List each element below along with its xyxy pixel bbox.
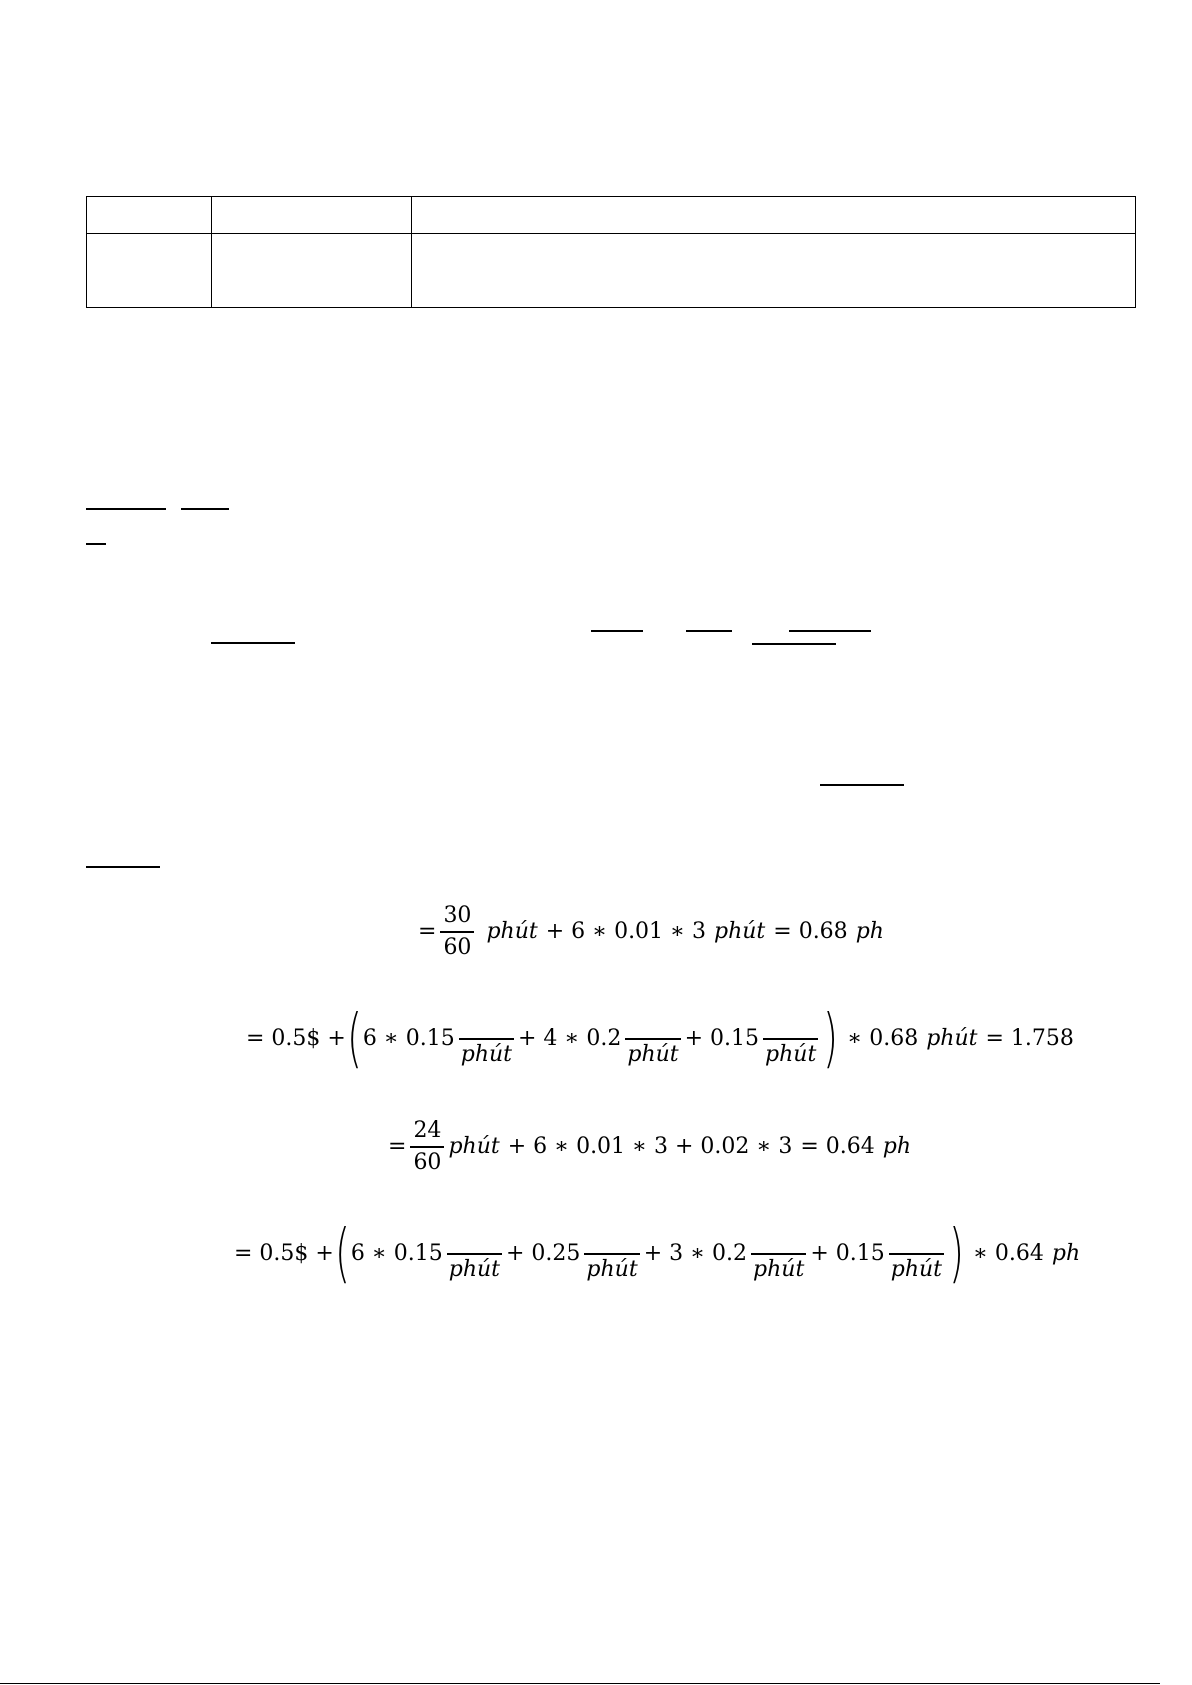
underline-fragment	[86, 543, 106, 545]
table-cell	[412, 234, 1136, 308]
close-paren: )	[823, 1002, 839, 1076]
fraction	[763, 1012, 818, 1066]
fraction	[584, 1227, 639, 1281]
fraction	[889, 1227, 944, 1281]
footer-rule	[0, 1683, 1160, 1684]
table-cell	[87, 234, 212, 308]
equals-sign: =	[388, 1134, 407, 1159]
table-cell	[412, 197, 1136, 234]
table-cell	[212, 197, 412, 234]
expression-text: + 0.15	[684, 1026, 760, 1051]
result-text: = 0.68	[773, 919, 848, 944]
expression-text: = 0.5$ +	[246, 1026, 346, 1051]
underline-fragment	[181, 508, 229, 510]
expression-text: + 0.15	[810, 1241, 885, 1266]
underline-fragment	[591, 630, 643, 632]
equation-2	[246, 1002, 1074, 1076]
open-paren: (	[334, 1217, 350, 1291]
result-text: = 1.758	[985, 1026, 1074, 1051]
underline-fragment	[752, 643, 836, 645]
underline-fragment	[789, 630, 871, 632]
fraction	[459, 1012, 514, 1066]
expression-text: 6 ∗ 0.15	[362, 1026, 455, 1051]
expression-text: + 0.25	[506, 1241, 581, 1266]
result-text: = 0.64	[800, 1134, 875, 1159]
header-table	[86, 196, 1136, 308]
unit-text: phút	[926, 1026, 978, 1051]
unit-text: phút	[448, 1134, 500, 1159]
unit-text: ph	[855, 919, 884, 944]
unit-text: phút	[714, 919, 766, 944]
table-cell	[212, 234, 412, 308]
expression-text: 6 ∗ 0.15	[350, 1241, 443, 1266]
numerator: 24	[413, 1118, 442, 1143]
underline-fragment	[211, 642, 295, 644]
equation-3	[388, 1120, 911, 1174]
expression-text: + 6 ∗ 0.01 ∗ 3	[545, 919, 706, 944]
unit-text: ph	[1051, 1241, 1081, 1266]
expression-text: ∗ 0.64	[972, 1241, 1044, 1266]
close-paren: )	[948, 1217, 964, 1291]
fraction	[447, 1227, 502, 1281]
denominator: phút	[459, 1038, 514, 1066]
numerator: 30	[443, 903, 472, 928]
expression-text: + 3 ∗ 0.2	[643, 1241, 748, 1266]
fraction	[410, 1120, 444, 1174]
denominator: 60	[440, 931, 474, 959]
expression-text: ∗ 0.68	[847, 1026, 919, 1051]
underline-fragment	[686, 630, 732, 632]
underline-fragment	[86, 866, 160, 868]
expression-text: + 4 ∗ 0.2	[518, 1026, 622, 1051]
denominator: phút	[584, 1253, 639, 1281]
equation-1	[418, 905, 884, 959]
fraction	[751, 1227, 806, 1281]
denominator: phút	[625, 1038, 680, 1066]
denominator: phút	[447, 1253, 502, 1281]
denominator: phút	[763, 1038, 818, 1066]
fraction	[440, 905, 474, 959]
fraction	[625, 1012, 680, 1066]
denominator: phút	[751, 1253, 806, 1281]
table-cell	[87, 197, 212, 234]
denominator: phút	[889, 1253, 944, 1281]
denominator: 60	[410, 1146, 444, 1174]
expression-text: + 6 ∗ 0.01 ∗ 3 + 0.02 ∗ 3	[507, 1134, 793, 1159]
equals-sign: =	[418, 919, 437, 944]
equation-4	[234, 1217, 1081, 1291]
underline-fragment	[820, 784, 904, 786]
underline-fragment	[86, 508, 166, 510]
unit-text: ph	[882, 1134, 912, 1159]
open-paren: (	[346, 1002, 362, 1076]
unit-text: phút	[486, 919, 538, 944]
expression-text: = 0.5$ +	[234, 1241, 334, 1266]
